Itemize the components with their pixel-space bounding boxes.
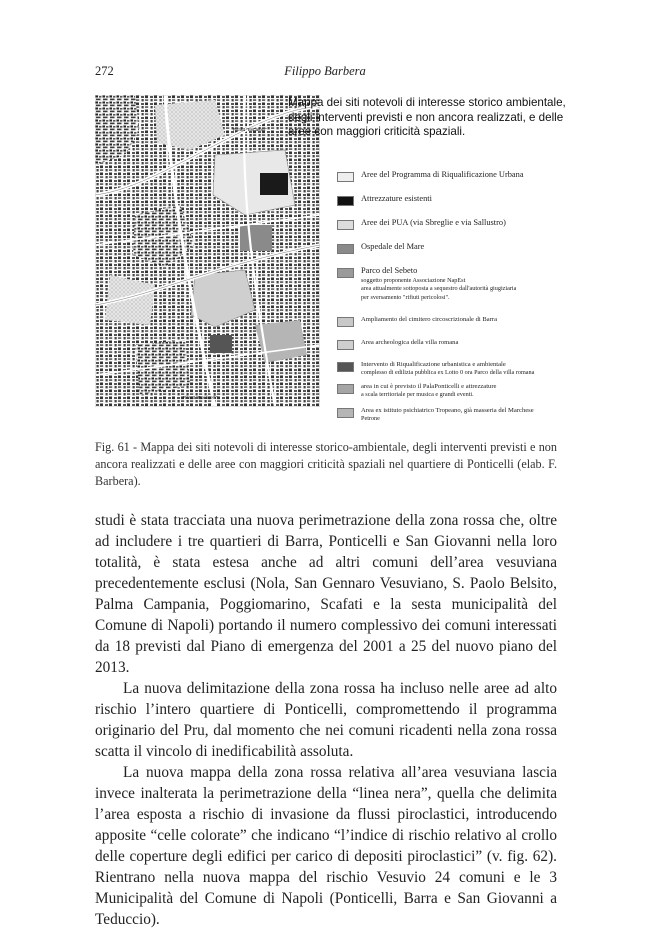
body-text [95, 510, 557, 930]
running-head-author: Filippo Barbera [284, 64, 366, 78]
map-label-top: Ritratt "Bricatoni" [233, 127, 267, 132]
figure-caption: Fig. 61 - Mappa dei siti notevoli di interesse storico-ambientale, degli interventi previsti e non ancora realizzati e delle aree con maggiori criticità spaziali nel quartiere di Ponticelli (elab. F. Barbera). [95, 440, 557, 488]
legend-swatch [337, 362, 354, 372]
legend-label-block [361, 266, 581, 302]
legend-label: Area archeologica della villa romana [361, 339, 459, 346]
legend-swatch [337, 268, 354, 278]
legend-label: Area ex istituto psichiatrico Tropeano, già masseria del Marchese [361, 407, 534, 414]
legend-description: Petrone [361, 415, 380, 422]
legend-label: Aree dei PUA (via Sbreglie e via Sallustro) [361, 218, 506, 227]
legend-label-block [361, 360, 581, 378]
legend-label: Parco del Sebeto [361, 266, 418, 275]
legend-label-block [361, 382, 581, 400]
map-label-bottom: Ritratt "Ponticelli" [183, 395, 218, 400]
legend-label: Intervento di Riqualificazione urbanistica e ambientale [361, 361, 506, 368]
legend-swatch [337, 384, 354, 394]
legend-label: Attrezzature esistenti [361, 194, 432, 203]
legend-description: complesso di edilizia pubblica ex Lotto 0 ora Parco della villa romana [361, 369, 535, 376]
legend-description: soggetto proponente Associazione NapEst area attualmente sottoposta a sequestro dall'autorità giugiziaria per sversamento "rifiuti pericolosi". [361, 276, 517, 301]
legend-swatch [337, 196, 354, 206]
legend-swatch [337, 408, 354, 418]
legend-label: area in cui è previsto il PalaPonticelli e attrezzature [361, 383, 497, 390]
legend-swatch [337, 220, 354, 230]
legend-swatch [337, 317, 354, 327]
map-title: Mappa dei siti notevoli di interesse storico ambientale, degli interventi previsti e non ancora realizzati, e delle aree con maggiori criticità spaziali. [288, 96, 566, 139]
legend-label-block [361, 406, 581, 424]
legend-swatch [337, 340, 354, 350]
legend-label: Ampliamento del cimitero circoscrizionale di Barra [361, 316, 498, 323]
paragraph: studi è stata tracciata una nuova perimetrazione della zona rossa che, oltre ad includere i tre quartieri di Barra, Ponticelli e San Giovanni nella loro totalità, è stata estesa anche ad altri comuni dell’area vesuviana precedentemente esclusi (Nola, San Gennaro Vesuviano, S. Paolo Belsito, Palma Campania, Poggiomarino, Scafati e la sesta municipalità del Comune di Napoli) portando il numero complessivo dei comuni interessati da 18 previsti dal Piano di emergenza del 2001 a 25 del nuovo piano del 2013. [95, 512, 557, 676]
paragraph: La nuova delimitazione della zona rossa ha incluso nelle aree ad alto rischio l’intero quartiere di Ponticelli, compromettendo il programma originario del Pru, dal momento che nei comuni ricadenti nella zona rossa scatta il vincolo di inedificabilità assoluta. [95, 680, 557, 760]
ponticelli-map [95, 95, 320, 407]
page-number: 272 [95, 64, 114, 78]
legend-swatch [337, 244, 354, 254]
legend-label: Ospedale del Mare [361, 242, 425, 251]
paragraph: La nuova mappa della zona rossa relativa all’area vesuviana lascia invece inalterata la perimetrazione della “linea nera”, quella che delimita l’area esposta a rischio di invasione da flussi piroclastici, introducendo apposite “celle colorate” che indicano “l’indice di rischio relativo al crollo delle coperture degli edifici per carico di depositi piroclastici” (v. fig. 62). Rientrano nella nuova mappa del rischio Vesuvio 24 comuni e le 3 Municipalità del Comune di Napoli (Ponticelli, Barra e San Giovanni a Teduccio). [95, 764, 557, 928]
legend-label: Aree del Programma di Riqualificazione Urbana [361, 170, 524, 179]
legend-description: a scala territoriale per musica e grandi eventi. [361, 391, 474, 398]
legend-swatch [337, 172, 354, 182]
